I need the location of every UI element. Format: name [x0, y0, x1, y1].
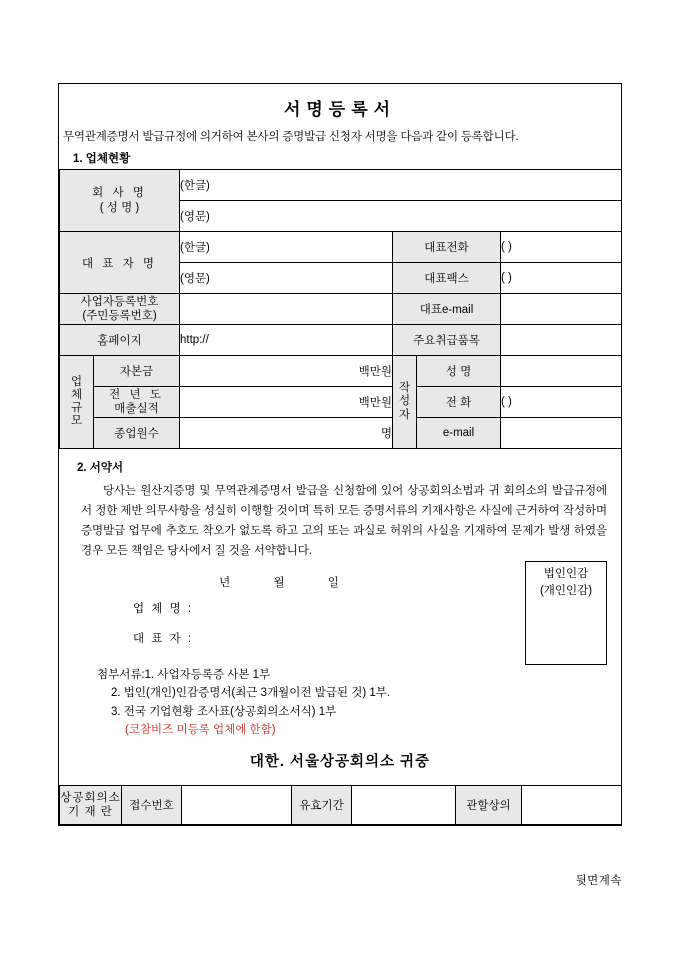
field-employee-count[interactable]: 명	[180, 418, 393, 449]
label-writer: 작 성 자	[393, 356, 417, 449]
label-writer-email: e-mail	[417, 418, 501, 449]
field-label-ceo[interactable]: 대 표 자 :	[133, 632, 194, 645]
label-validity-period: 유효기간	[292, 786, 352, 825]
field-main-fax[interactable]: ( )	[501, 263, 622, 294]
seal-box[interactable]	[525, 561, 607, 665]
table-row	[60, 356, 622, 387]
label-main-email: 대표e-mail	[393, 294, 501, 325]
label-ceo-name: 대 표 자 명	[60, 232, 180, 294]
pledge-text: 당사는 원산지증명 및 무역관계증명서 발급을 신청함에 있어 상공회의소법과 귀 회의소의 발급규정에서 정한 제반 의무사항을 성실히 이행할 것이며 특히 모든 증명서류의 기재사항은 사실에 근거하여 작성하며 증명발급 업무에 추호도 착오가 없도록 하고 고의 또는 과실로 허위의 사실을 기재하여 문제가 발생 하였을 경우 모든 책임은 당사에서 질 것을 서약합니다.	[81, 485, 607, 558]
field-capital[interactable]: 백만원	[180, 356, 393, 387]
continued-note: 뒷면계속	[575, 875, 622, 887]
date-year-label: 년	[219, 576, 233, 589]
attachment-item-1: 첨부서류:1. 사업자등록증 사본 1부	[97, 668, 271, 681]
organization-name: 대한. 서울상공회의소 귀중	[249, 754, 431, 770]
pledge-section	[59, 449, 621, 785]
table-row	[60, 294, 622, 325]
attachment-item-2: 2. 법인(개인)인감증명서(최근 3개월이전 발급된 것) 1부.	[111, 687, 391, 700]
label-company-name: 회 사 명 ( 성 명 )	[60, 170, 180, 232]
table-row	[60, 170, 622, 201]
label-capital: 자본금	[94, 356, 180, 387]
date-day-label: 일	[327, 576, 341, 589]
label-main-phone: 대표전화	[393, 232, 501, 263]
field-writer-name[interactable]	[501, 356, 622, 387]
label-writer-phone: 전 화	[417, 387, 501, 418]
label-chamber-use: 상공회의소 기 재 란	[60, 786, 122, 825]
field-label-company[interactable]: 업 체 명 :	[133, 602, 194, 615]
intro-text: 무역관계증명서 발급규정에 의거하여 본사의 증명발급 신청자 서명을 다음과 같이 등록합니다.	[63, 131, 519, 143]
table-row	[60, 232, 622, 263]
label-jurisdiction-chamber: 관할상의	[456, 786, 522, 825]
field-writer-phone[interactable]: ( )	[501, 387, 622, 418]
field-business-registration-number[interactable]	[180, 294, 393, 325]
page-title: 서명등록서	[283, 100, 397, 119]
field-jurisdiction-chamber[interactable]	[522, 786, 622, 825]
label-receipt-number: 접수번호	[122, 786, 182, 825]
field-ceo-name-korean[interactable]: (한글)	[180, 232, 393, 263]
field-validity-period[interactable]	[352, 786, 456, 825]
field-main-phone[interactable]: ( )	[501, 232, 622, 263]
label-company-scale: 업 체 규 모	[60, 356, 94, 449]
attachment-item-3: 3. 전국 기업현황 조사표(상공회의소서식) 1부	[111, 705, 337, 718]
label-writer-name: 성 명	[417, 356, 501, 387]
section-label-company-status: 1. 업체현황	[73, 153, 131, 165]
field-receipt-number[interactable]	[182, 786, 292, 825]
table-row	[60, 325, 622, 356]
seal-label-personal: (개인인감)	[539, 584, 593, 597]
seal-label-corporate: 법인인감	[543, 568, 589, 580]
label-business-registration-number: 사업자등록번호 (주민등록번호)	[60, 294, 180, 325]
attachment-list	[69, 660, 611, 741]
chamber-use-table	[59, 785, 622, 825]
table-row	[60, 418, 622, 449]
table-row	[60, 786, 622, 825]
table-row	[60, 387, 622, 418]
label-main-fax: 대표팩스	[393, 263, 501, 294]
field-company-name-english[interactable]: (영문)	[180, 201, 622, 232]
field-last-year-sales[interactable]: 백만원	[180, 387, 393, 418]
date-month-label: 월	[273, 576, 287, 589]
attachment-note: (코참비즈 미등록 업체에 한함)	[125, 724, 276, 737]
company-status-table	[59, 169, 622, 449]
label-employee-count: 종업원수	[94, 418, 180, 449]
field-writer-email[interactable]	[501, 418, 622, 449]
field-main-email[interactable]	[501, 294, 622, 325]
label-homepage: 홈페이지	[60, 325, 180, 356]
field-ceo-name-english[interactable]: (영문)	[180, 263, 393, 294]
form-sheet	[58, 83, 622, 826]
label-last-year-sales: 전 년 도 매출실적	[94, 387, 180, 418]
label-main-products: 주요취급품목	[393, 325, 501, 356]
pledge-body	[69, 481, 611, 562]
field-homepage[interactable]: http://	[180, 325, 393, 356]
field-main-products[interactable]	[501, 325, 622, 356]
field-company-name-korean[interactable]: (한글)	[180, 170, 622, 201]
section-label-pledge: 2. 서약서	[77, 462, 124, 474]
